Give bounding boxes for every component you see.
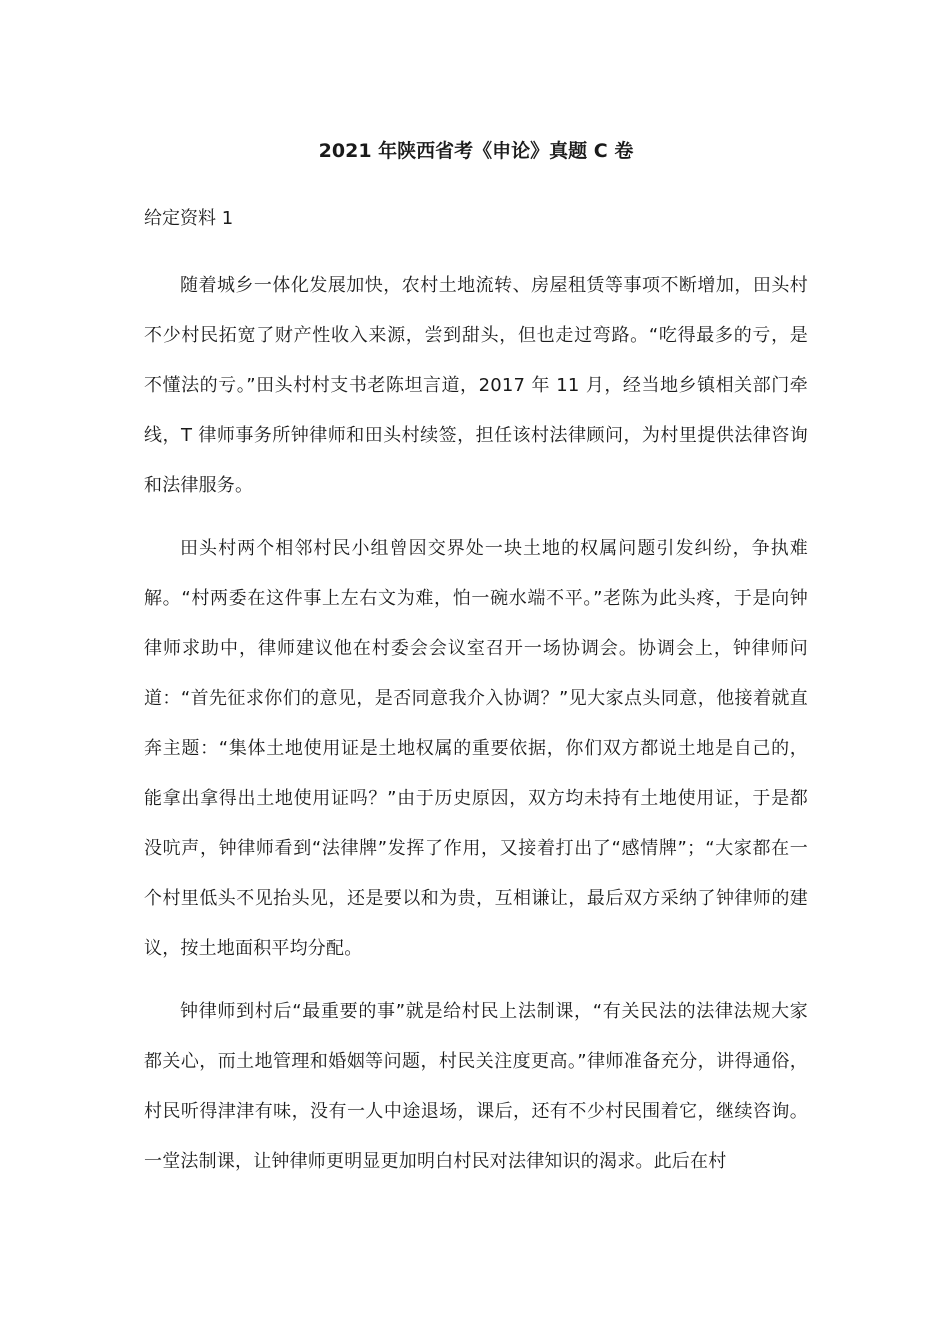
paragraph-2: 田头村两个相邻村民小组曾因交界处一块土地的权属问题引发纠纷，争执难解。“村两委在这件事上左右文为难，怕一碗水端不平。”老陈为此头疼，于是向钟律师求助中，律师建议他在村委会会议室召开一场协调会。协调会上，钟律师问道：“首先征求你们的意见，是否同意我介入协调？”见大家点头同意，他接着就直奔主题：“集体土地使用证是土地权属的重要依据，你们双方都说土地是自己的，能拿出拿得出土地使用证吗？”由于历史原因，双方均未持有土地使用证，于是都没吭声，钟律师看到“法律牌”发挥了作用，又接着打出了“感情牌”；“大家都在一个村里低头不见抬头见，还是要以和为贵，互相谦让，最后双方采纳了钟律师的建议，按土地面积平均分配。 xyxy=(144,538,808,959)
section-label: 给定资料 1 xyxy=(144,208,234,229)
paragraph-3: 钟律师到村后“最重要的事”就是给村民上法制课，“有关民法的法律法规大家都关心，而土地管理和婚姻等问题，村民关注度更高。”律师准备充分，讲得通俗，村民听得津津有味，没有一人中途退场，课后，还有不少村民围着它，继续咨询。一堂法制课，让钟律师更明显更加明白村民对法律知识的渴求。此后在村 xyxy=(144,1001,808,1172)
document-title: 2021 年陕西省考《申论》真题 C 卷 xyxy=(318,140,634,162)
paragraph-1: 随着城乡一体化发展加快，农村土地流转、房屋租赁等事项不断增加，田头村不少村民拓宽了财产性收入来源，尝到甜头，但也走过弯路。“吃得最多的亏，是不懂法的亏。”田头村村支书老陈坦言道，2017 年 11 月，经当地乡镇相关部门牵线，T 律师事务所钟律师和田头村续签，担任该村法律顾问，为村里提供法律咨询和法律服务。 xyxy=(144,275,808,496)
